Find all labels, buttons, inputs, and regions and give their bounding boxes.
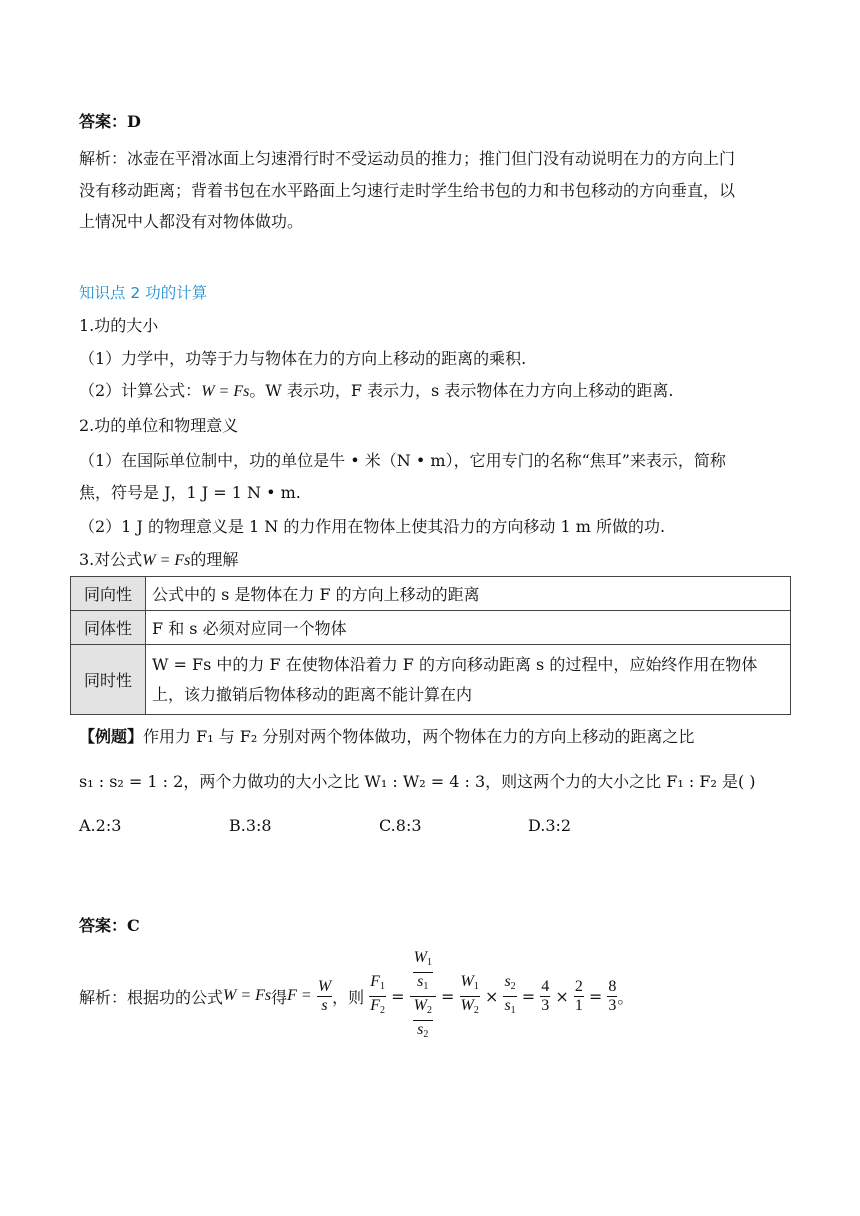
section-title: 知识点 2 功的计算 xyxy=(79,284,208,302)
table-value: F 和 s 必须对应同一个物体 xyxy=(146,611,791,645)
table-row xyxy=(71,645,791,715)
answer-label-2: 答案：C xyxy=(79,916,140,935)
answer-label-1: 答案：D xyxy=(79,112,141,131)
heading-2: 2.功的单位和物理意义 xyxy=(79,416,239,435)
paragraph-2: （2）计算公式：W = Fs。W 表示功，F 表示力，s 表示物体在力方向上移动的距离. xyxy=(79,381,674,400)
option-a[interactable]: A.2:3 xyxy=(79,816,122,835)
paragraph-1: （1）力学中，功等于力与物体在力的方向上移动的距离的乘积. xyxy=(79,349,527,368)
paragraph-4: （2）1 J 的物理意义是 1 N 的力作用在物体上使其沿力的方向移动 1 m 所做的功. xyxy=(79,517,666,536)
analysis-1-line-2: 没有移动距离；背着书包在水平路面上匀速行走时学生给书包的力和书包移动的方向垂直，以 xyxy=(79,181,736,200)
table-key: 同时性 xyxy=(71,645,146,715)
example-line-2: s₁ : s₂ = 1 : 2，两个力做功的大小之比 W₁ : W₂ = 4 : 3，则这两个力的大小之比 F₁ : F₂ 是( ) xyxy=(79,772,756,791)
heading-1: 1.功的大小 xyxy=(79,316,159,335)
compound-fraction: $\frac{\frac{W_1}{s_1}}{\frac{W_2}{s_2}}$ xyxy=(410,949,436,1044)
table-row xyxy=(71,577,791,611)
example-label: 【例题】 xyxy=(79,727,144,746)
table-key: 同向性 xyxy=(71,577,146,611)
option-b[interactable]: B.3:8 xyxy=(229,816,272,835)
analysis-1-line-3: 上情况中人都没有对物体做功。 xyxy=(79,212,304,231)
analysis-1-line-1: 解析：冰壶在平滑冰面上匀速滑行时不受运动员的推力；推门但门没有动说明在力的方向上门 xyxy=(79,149,736,168)
paragraph-3a: （1）在国际单位制中，功的单位是牛 • 米（N • m），它用专门的名称“焦耳”来表示，简称 xyxy=(79,451,726,470)
analysis-2: 解析：根据功的公式 W = Fs 得 F = $\frac{W}{s}$ ，则 $\frac{F_1}{F_2}$ = $\frac{\frac{W_1}{s_1}}{\frac{W_2}{s_2}}$ = $\frac{W_1}{W_2}$ × $\frac{s_2}{s_1}$ = $\frac{4}{3}$ × $\frac{2}{1}$ = $\frac{8}{3}$ 。 xyxy=(79,950,633,1042)
table-value: W = Fs 中的力 F 在使物体沿着力 F 的方向移动距离 s 的过程中，应始终作用在物体上，该力撤销后物体移动的距离不能计算在内 xyxy=(146,645,791,715)
paragraph-3b: 焦，符号是 J，1 J = 1 N • m. xyxy=(79,483,301,502)
option-d[interactable]: D.3:2 xyxy=(528,816,572,835)
table-key: 同体性 xyxy=(71,611,146,645)
option-c[interactable]: C.8:3 xyxy=(379,816,422,835)
fraction-f1-over-f2: $\frac{F_1}{F_2}$ xyxy=(370,972,386,1016)
fraction-w-over-s: $\frac{W}{s}$ xyxy=(317,977,332,1014)
formula-w-fs: W = Fs xyxy=(201,383,250,400)
property-table xyxy=(70,576,791,715)
table-value: 公式中的 s 是物体在力 F 的方向上移动的距离 xyxy=(146,577,791,611)
example-line-1: 【例题】作用力 F₁ 与 F₂ 分别对两个物体做功，两个物体在力的方向上移动的距离之比 xyxy=(79,727,695,746)
table-row xyxy=(71,611,791,645)
heading-3: 3.对公式W = Fs的理解 xyxy=(79,550,239,569)
